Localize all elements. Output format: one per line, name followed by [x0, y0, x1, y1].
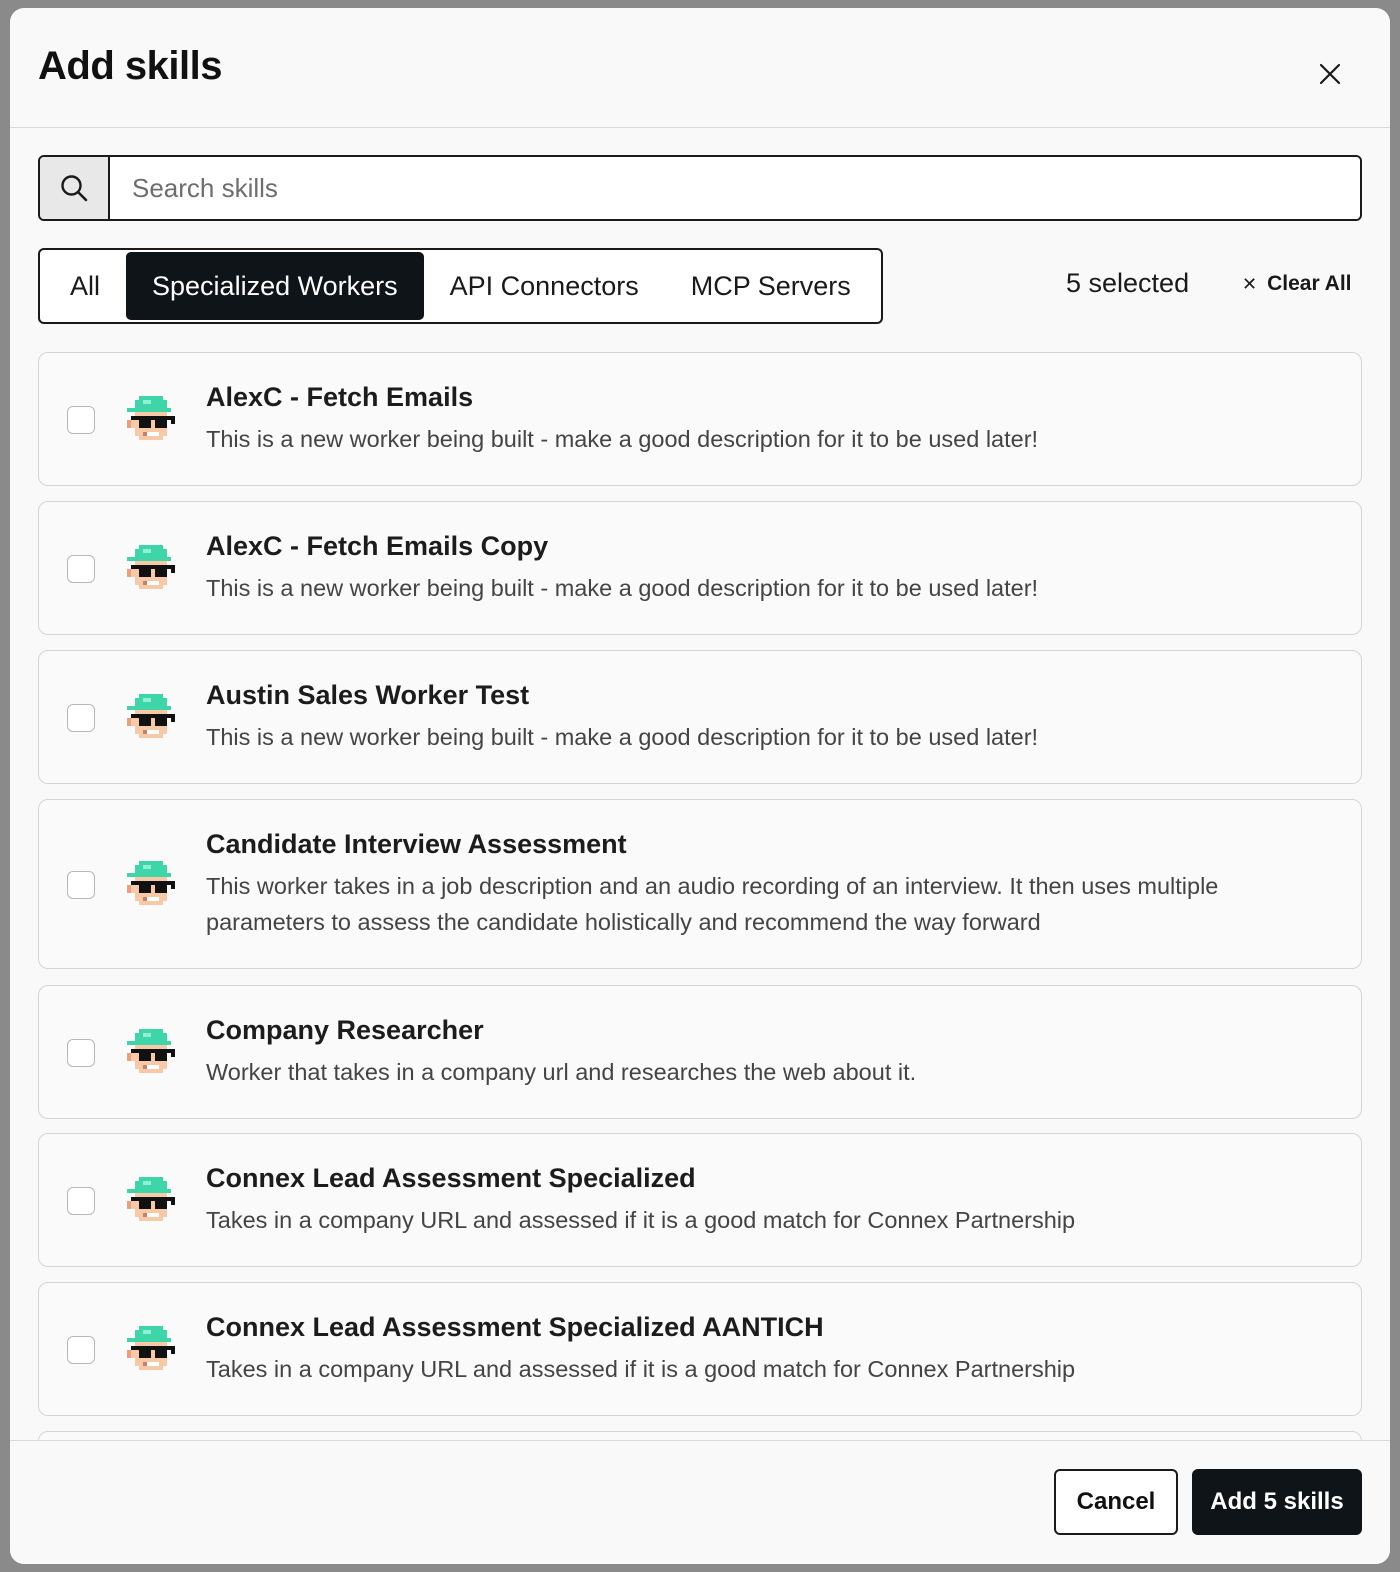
worker-title: Company Researcher: [206, 1015, 484, 1045]
search-icon: [59, 173, 89, 203]
tab-all[interactable]: All: [70, 270, 101, 301]
worker-avatar-icon: [123, 392, 179, 448]
close-icon: [1319, 63, 1341, 85]
worker-checkbox[interactable]: [67, 555, 95, 583]
worker-card[interactable]: [38, 1282, 1362, 1416]
tab-specialized-workers[interactable]: Specialized Workers: [126, 252, 424, 320]
worker-avatar-icon: [123, 1173, 179, 1229]
worker-card[interactable]: [38, 501, 1362, 635]
clear-all-label: Clear All: [1267, 272, 1352, 295]
worker-description: Worker that takes in a company url and researches the web about it.: [206, 1059, 917, 1085]
worker-avatar-icon: [123, 1322, 179, 1378]
dialog-footer: [10, 1440, 1390, 1564]
search-icon-container[interactable]: [40, 157, 110, 219]
cancel-button[interactable]: Cancel: [1054, 1469, 1178, 1535]
clear-all-button[interactable]: [1242, 272, 1352, 296]
worker-checkbox[interactable]: [67, 1039, 95, 1067]
worker-description: Takes in a company URL and assessed if it is a good match for Connex Partnership: [206, 1356, 1076, 1382]
worker-card[interactable]: [38, 1431, 1362, 1440]
tab-mcp-servers[interactable]: MCP Servers: [690, 270, 851, 301]
worker-title: Candidate Interview Assessment: [206, 829, 627, 859]
worker-card[interactable]: [38, 352, 1362, 486]
add-skills-dialog: [10, 8, 1390, 1564]
worker-checkbox[interactable]: [67, 704, 95, 732]
worker-title: AlexC - Fetch Emails: [206, 382, 474, 412]
worker-description: This is a new worker being built - make a good description for it to be used later!: [206, 724, 1039, 750]
worker-title: AlexC - Fetch Emails Copy: [206, 531, 549, 561]
worker-description: This worker takes in a job description and an audio recording of an interview. It then uses multiple parameters to assess the candidate holistically and recommend the way forward: [206, 873, 1219, 935]
worker-card[interactable]: [38, 799, 1362, 969]
worker-description: This is a new worker being built - make a good description for it to be used later!: [206, 575, 1039, 601]
worker-card[interactable]: [38, 985, 1362, 1119]
dialog-header: [10, 8, 1390, 128]
worker-avatar-icon: [123, 1025, 179, 1081]
worker-checkbox[interactable]: [67, 871, 95, 899]
category-tabs: [38, 248, 883, 324]
worker-description: Takes in a company URL and assessed if it is a good match for Connex Partnership: [206, 1207, 1076, 1233]
worker-checkbox[interactable]: [67, 1187, 95, 1215]
worker-title: Austin Sales Worker Test: [206, 680, 530, 710]
worker-title: Connex Lead Assessment Specialized AANTICH: [206, 1312, 824, 1342]
worker-avatar-icon: [123, 857, 179, 913]
close-button[interactable]: [1310, 54, 1350, 94]
worker-card[interactable]: [38, 1133, 1362, 1267]
search-input[interactable]: [110, 157, 1360, 219]
worker-avatar-icon: [123, 690, 179, 746]
selected-count: 5 selected: [1066, 268, 1190, 298]
worker-checkbox[interactable]: [67, 1336, 95, 1364]
add-skills-button[interactable]: Add 5 skills: [1192, 1469, 1362, 1535]
worker-card[interactable]: [38, 650, 1362, 784]
tab-api-connectors[interactable]: API Connectors: [449, 270, 639, 301]
worker-avatar-icon: [123, 541, 179, 597]
search-bar: [38, 155, 1362, 221]
dialog-title: Add skills: [38, 44, 222, 88]
worker-title: Connex Lead Assessment Specialized: [206, 1163, 696, 1193]
worker-checkbox[interactable]: [67, 406, 95, 434]
x-icon: ✕: [1242, 273, 1258, 294]
worker-description: This is a new worker being built - make a good description for it to be used later!: [206, 426, 1039, 452]
worker-list[interactable]: [38, 352, 1362, 1440]
